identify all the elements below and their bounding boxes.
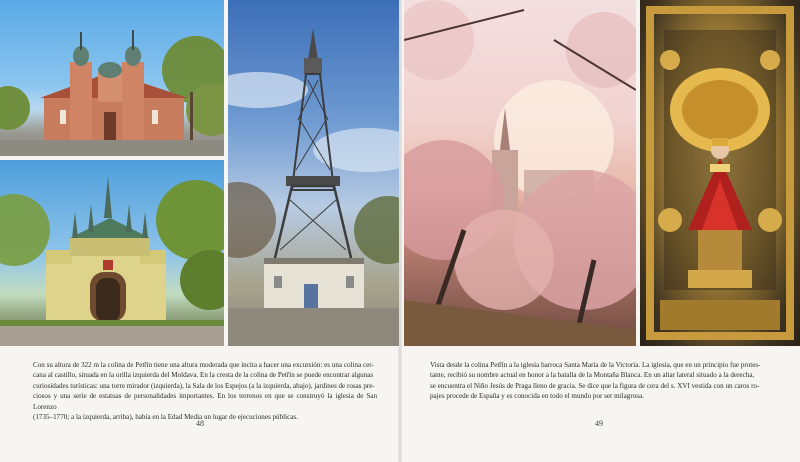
right-caption [430,360,770,402]
caption-line: pajes procede de España y es conocida en todo el mundo por ser milagrosa. [430,392,644,401]
caption-line: Con su altura de 322 m la colina de Petřín tiene una altura moderada que incita a hacer una excursión: es una colina cer- [33,361,374,369]
mirror-maze-photo [0,160,224,346]
caption-line: ciosos y una serie de estatuas de personalidades importantes. En los terrenos en que se construyó la iglesia de San Lorenzo [33,392,377,411]
infant-jesus-photo [640,0,800,346]
page-number-right: 49 [595,419,603,428]
mirror-maze-illustration [0,160,224,346]
tower-photo [228,0,399,346]
infant-jesus-illustration [640,0,800,346]
caption-line: se encuentra el Niño Jesús de Praga lleno de gracia. Se dice que la figura de cera del s. XVI vestida con un caros ro- [430,381,760,390]
caption-line: tante, recibió su nombre actual en honor a la batalla de la Montaña Blanca. En un altar lateral situado a la derecha, [430,371,755,380]
caption-line: (1735–1770; a la izquierda, arriba), había en la Edad Media un lugar de ejecuciones públicas. [33,413,298,422]
church-illustration [0,0,224,156]
caption-line: Vista desde la colina Petřín a la iglesia barroca Santa María de la Victoria. La iglesia, que en un principio fue protes- [430,361,761,369]
left-caption [33,360,377,422]
caption-line: curiosidades turísticas: una torre mirador (izquierda), la Sala de los Espejos (a la izquierda, abajo), jardines de rosas pre- [33,381,375,390]
page-number-left: 48 [196,419,204,428]
blossom-illustration [404,0,636,346]
cherry-blossom-photo [404,0,636,346]
church-photo [0,0,224,156]
caption-line: cana al castillo, situada en la orilla izquierda del Moldava. En la cresta de la colina de Petřín se puede encontrar algunas [33,371,374,380]
tower-illustration [228,0,399,346]
